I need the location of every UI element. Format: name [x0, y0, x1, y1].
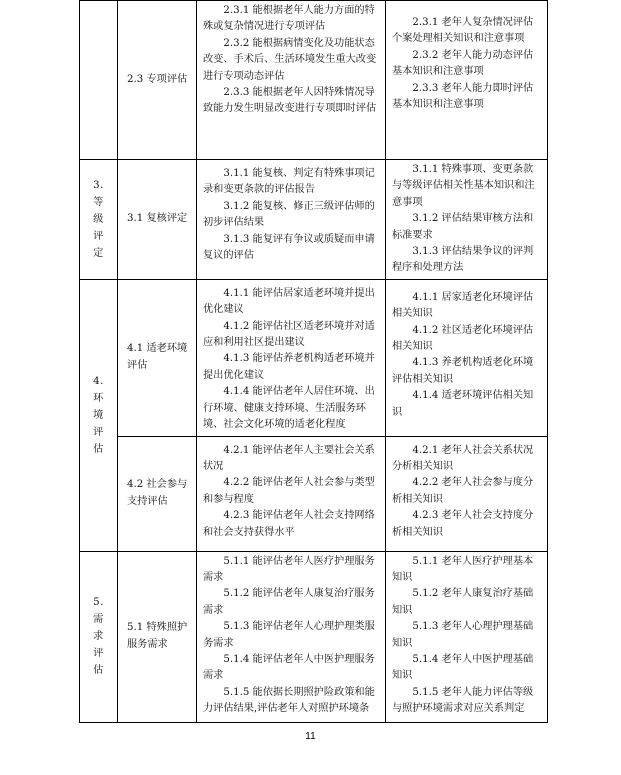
table-row [80, 160, 548, 280]
knowledge-item: 3.1.3 评估结果争议的评判程序和处理方法 [392, 246, 534, 274]
module-name: 5.需求评估 [93, 597, 104, 676]
unit-cell [118, 436, 197, 551]
knowledge-item: 4.1.4 适老环境评估相关知识 [392, 390, 534, 418]
knowledge-item: 4.1.1 居家适老化环境评估相关知识 [392, 291, 534, 320]
knowledge-item: 5.1.1 老年人医疗护理基本知识 [392, 555, 534, 583]
knowledge-item: 5.1.5 老年人能力评估等级与照护环境需求对应关系判定 [392, 686, 534, 715]
knowledge-item: 2.3.1 老年人复杂情况评估个案处理相关知识和注意事项 [392, 17, 534, 45]
skill-item: 3.1.1 能复核、判定有特殊事项记录和变更条款的评估报告 [203, 168, 375, 196]
table-row [80, 279, 548, 436]
skill-cell [197, 551, 386, 722]
unit-name: 2.3 专项评估 [127, 73, 188, 85]
unit-name: 3.1 复核评定 [127, 213, 188, 225]
knowledge-item: 3.1.2 评估结果审核方法和标准要求 [392, 213, 534, 241]
module-name: 3.等级评定 [93, 179, 104, 259]
knowledge-item: 5.1.4 老年人中医护理基础知识 [392, 653, 534, 682]
module-cell [80, 160, 118, 280]
skill-item: 5.1.4 能评估老年人中医护理服务需求 [203, 653, 375, 682]
skill-item: 4.1.1 能评估居家适老环境并提出优化建议 [203, 287, 375, 316]
unit-name: 5.1 特殊照护服务需求 [127, 622, 188, 650]
skill-item: 4.2.1 能评估老年人主要社会关系状况 [203, 444, 375, 472]
knowledge-item: 4.1.2 社区适老化环境评估相关知识 [392, 324, 534, 353]
knowledge-cell [386, 1, 548, 160]
knowledge-cell [386, 551, 548, 722]
knowledge-item: 2.3.2 老年人能力动态评估基本知识和注意事项 [392, 49, 534, 78]
knowledge-item: 4.1.3 养老机构适老化环境评估相关知识 [392, 357, 534, 385]
unit-cell [118, 160, 197, 280]
skill-item: 2.3.1 能根据老年人能力方面的特殊或复杂情况进行专项评估 [203, 5, 375, 33]
knowledge-item: 5.1.3 老年人心理护理基础知识 [392, 621, 534, 649]
module-name: 4.环境评估 [93, 375, 104, 455]
knowledge-item: 4.2.2 老年人社会参与度分析相关知识 [392, 477, 534, 505]
unit-cell [118, 1, 197, 160]
knowledge-item: 5.1.2 老年人康复治疗基础知识 [392, 588, 534, 616]
page-number: 11 [305, 731, 316, 742]
unit-cell [118, 551, 197, 722]
knowledge-cell [386, 160, 548, 280]
unit-name: 4.1 适老环境评估 [127, 343, 188, 371]
skill-item: 2.3.3 能根据老年人因特殊情况导致能力发生明显改变进行专项即时评估 [203, 87, 377, 115]
knowledge-cell [386, 436, 548, 551]
knowledge-item: 4.2.3 老年人社会支持度分析相关知识 [392, 510, 534, 538]
module-cell [80, 551, 118, 722]
standards-table [79, 0, 548, 723]
skill-cell [197, 160, 386, 280]
skill-cell [197, 436, 386, 551]
table-row [80, 1, 548, 160]
skill-item: 4.2.3 能评估老年人社会支持网络和社会支持获得水平 [203, 510, 375, 538]
skill-item: 2.3.2 能根据病情变化及功能状态改变、手术后、生活环境发生重大改变进行专项动态评估 [203, 37, 377, 82]
skill-item: 4.1.3 能评估养老机构适老环境并提出优化建议 [203, 353, 375, 381]
knowledge-item: 4.2.1 老年人社会关系状况分析相关知识 [392, 444, 534, 472]
skill-item: 5.1.1 能评估老年人医疗护理服务需求 [203, 555, 375, 583]
skill-item: 4.1.4 能评估老年人居住环境、出行环境、健康支持环境、生活服务环境、社会文化环境的适老化程度 [203, 386, 375, 431]
skill-cell [197, 279, 386, 436]
skill-item: 5.1.3 能评估老年人心理护理类服务需求 [203, 621, 375, 649]
skill-item: 3.1.2 能复核、修正三级评估师的初步评估结果 [203, 200, 375, 229]
knowledge-item: 2.3.3 老年人能力即时评估基本知识和注意事项 [392, 82, 534, 111]
module-cell [80, 279, 118, 551]
skill-item: 5.1.2 能评估老年人康复治疗服务需求 [203, 588, 375, 616]
table-row [80, 551, 548, 722]
skill-item: 3.1.3 能复评有争议或质疑而申请复议的评估 [203, 233, 375, 262]
module-cell [80, 1, 118, 160]
knowledge-item: 3.1.1 特殊事项、变更条款与等级评估相关性基本知识和注意事项 [392, 164, 535, 208]
unit-cell [118, 279, 197, 436]
knowledge-cell [386, 279, 548, 436]
skill-item: 4.2.2 能评估老年人社会参与类型和参与程度 [203, 477, 375, 505]
table-row [80, 436, 548, 551]
skill-item: 4.1.2 能评估社区适老环境并对适应和利用社区提出建议 [203, 320, 375, 349]
unit-name: 4.2 社会参与支持评估 [127, 479, 188, 507]
skill-item: 5.1.5 能依据长期照护险政策和能力评估结果,评估老年人对照护环境条 [203, 686, 375, 715]
skill-cell [197, 1, 386, 160]
